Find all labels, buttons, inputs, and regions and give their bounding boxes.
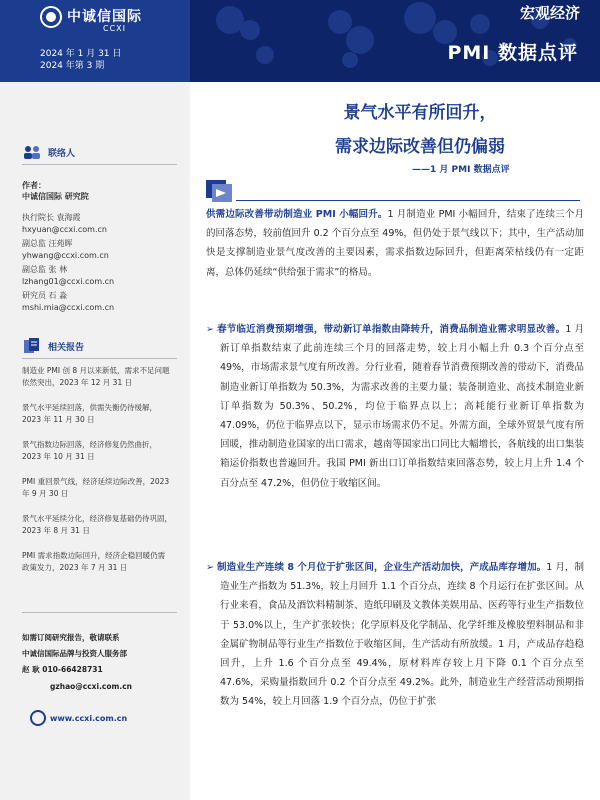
contact-name: 副总监 张 林 [22, 265, 68, 274]
divider [22, 164, 177, 165]
subscribe-text: 如需订阅研究报告，敬请联系 [22, 633, 120, 642]
contacts-heading [22, 144, 75, 160]
sidebar [0, 82, 190, 800]
footer-logo-icon [30, 710, 46, 726]
contacts-heading-label: 联络人 [48, 148, 76, 159]
company-logo [40, 6, 142, 28]
bullet-arrow-icon: ➢ [206, 562, 214, 573]
logo-name: 中诚信国际 [67, 9, 142, 25]
documents-icon [22, 338, 42, 354]
contact-email[interactable]: yhwang@ccxi.com.cn [22, 251, 109, 260]
intro-paragraph [206, 205, 584, 282]
intro-text: 1 月制造业 PMI 小幅回升，结束了连续三个月的回落态势，较前值回升 0.2 个百分点至 49%，但仍处于景气线以下；其中，生产活动加快是支撑制造业景气度改善的主要因素，需求指数边际回升，但距离荣枯线仍有一定距离，总体仍延续“供给强于需求”的格局。 [206, 209, 584, 278]
related-report-link[interactable]: PMI 需求指数边际回升，经济企稳回暖仍需政策发力，2023 年 7 月 31 日 [22, 551, 166, 572]
contact-email[interactable]: hxyuan@ccxi.com.cn [22, 225, 107, 234]
report-date-block [40, 48, 121, 72]
header-right-panel [190, 0, 600, 82]
author-label: 作者： [22, 181, 46, 190]
section-lead: 制造业生产连续 8 个月位于扩张区间，企业生产活动加快，产成品库存增加。 [216, 562, 547, 573]
page-title-line1: 景气水平有所回升， [343, 103, 497, 123]
related-report-link[interactable]: 景气水平延续回落，供需失衡仍待缓解，2023 年 11 月 30 日 [22, 403, 157, 424]
related-report-link[interactable]: 景气指数边际回落，经济修复仍然曲折，2023 年 10 月 31 日 [22, 440, 157, 461]
section-marker-icon [206, 180, 234, 202]
author-org: 中诚信国际 研究院 [22, 192, 89, 201]
contact-name: 研究员 石 淼 [22, 291, 68, 300]
bullet-arrow-icon: ➢ [206, 324, 214, 335]
header-left-panel [0, 0, 190, 82]
subscribe-contact: 赵 耿 010-66428731 [22, 665, 103, 674]
report-series-title: PMI 数据点评 [447, 42, 578, 64]
section-text: 1 月新订单指数结束了此前连续三个月的回落走势，较上月小幅上升 0.3 个百分点至 49%，市场需求景气度有所改善。分行业看，随着春节消费预期改善的带动下，消费品制造业新订单指数为 50.3%，为需求改善的主要力量；装备制造业、高技术制造业新订单指数为 50.3%、50.2%，均位于临界点以上；高耗能行业新订单指数为 47.09%，仍位于临界点以下，显示市场需求仍不足。外需方面，全球外贸景气度有所回暖，推动制造业国家的出口需求，越南等国家出口同比大幅增长，各航线的出口集装箱运价指数也普遍回升。我国 PMI 新出口订单指数结束回落态势，较上月上升 1.4 个百分点至 47.2%，但仍位于收缩区间。 [220, 324, 584, 489]
logo-icon [40, 6, 62, 28]
divider [22, 612, 177, 613]
footer-url[interactable]: www.ccxi.com.cn [50, 713, 128, 723]
section-lead: 春节临近消费预期增强，带动新订单指数由降转升，消费品制造业需求明显改善。 [216, 324, 566, 335]
report-date: 2024 年 1 月 31 日 [40, 49, 122, 59]
section-text: 1 月，制造业生产指数为 51.3%，较上月回升 1.1 个百分点，连续 8 个月运行在扩张区间。从行业来看，食品及酒饮料精制茶、造纸印刷及文教体美娱用品、医药等行业生产指数位于 53.0%以上，生产扩张较快；化学原料及化学制品、化学纤维及橡胶塑料制品和非金属矿物制品等行业生产指数位于收缩区间，生产活动有所放缓。1 月，产成品存趋稳回升，上升 1.6 个百分点至 49.4%，原材料库存较上月下降 0.1 个百分点至 47.6%，采购量指数回升 0.2 个百分点至 49.2%。此外，制造业生产经营活动预期指数为 54%，较上月回落 1.9 个百分点，仍位于扩张 [220, 562, 584, 708]
subscribe-dept: 中诚信国际品牌与投资人服务部 [22, 649, 127, 658]
divider [22, 358, 177, 359]
people-icon [22, 144, 42, 160]
contact-email[interactable]: mshi.mia@ccxi.com.cn [22, 303, 115, 312]
page-title-line2: 需求边际改善但仍偏弱 [335, 137, 505, 157]
intro-lead: 供需边际改善带动制造业 PMI 小幅回升。 [206, 209, 388, 220]
title-divider [236, 200, 580, 201]
section-paragraph-demand [206, 320, 584, 493]
report-issue: 2024 年第 3 期 [40, 61, 105, 71]
related-reports-heading [22, 338, 84, 354]
contact-email[interactable]: lzhang01@ccxi.com.cn [22, 277, 115, 286]
related-report-link[interactable]: PMI 重回景气线，经济延续边际改善，2023 年 9 月 30 日 [22, 477, 170, 498]
footer-logo [30, 710, 127, 726]
contact-name: 执行院长 袁海霞 [22, 213, 81, 222]
related-heading-label: 相关报告 [48, 342, 85, 353]
page-subtitle: ——1 月 PMI 数据点评 [412, 165, 510, 175]
section-paragraph-production [206, 558, 584, 712]
report-category: 宏观经济 [519, 4, 580, 22]
contact-name: 副总监 汪苑晖 [22, 239, 73, 248]
related-report-link[interactable]: 景气水平延续分化，经济修复基础仍待巩固，2023 年 8 月 31 日 [22, 514, 172, 535]
related-report-link[interactable]: 制造业 PMI 创 8 月以来新低，需求不足问题依然突出，2023 年 12 月 31 日 [22, 366, 170, 387]
logo-sub: CCXI [103, 24, 127, 33]
subscribe-email[interactable]: gzhao@ccxi.com.cn [50, 682, 132, 691]
